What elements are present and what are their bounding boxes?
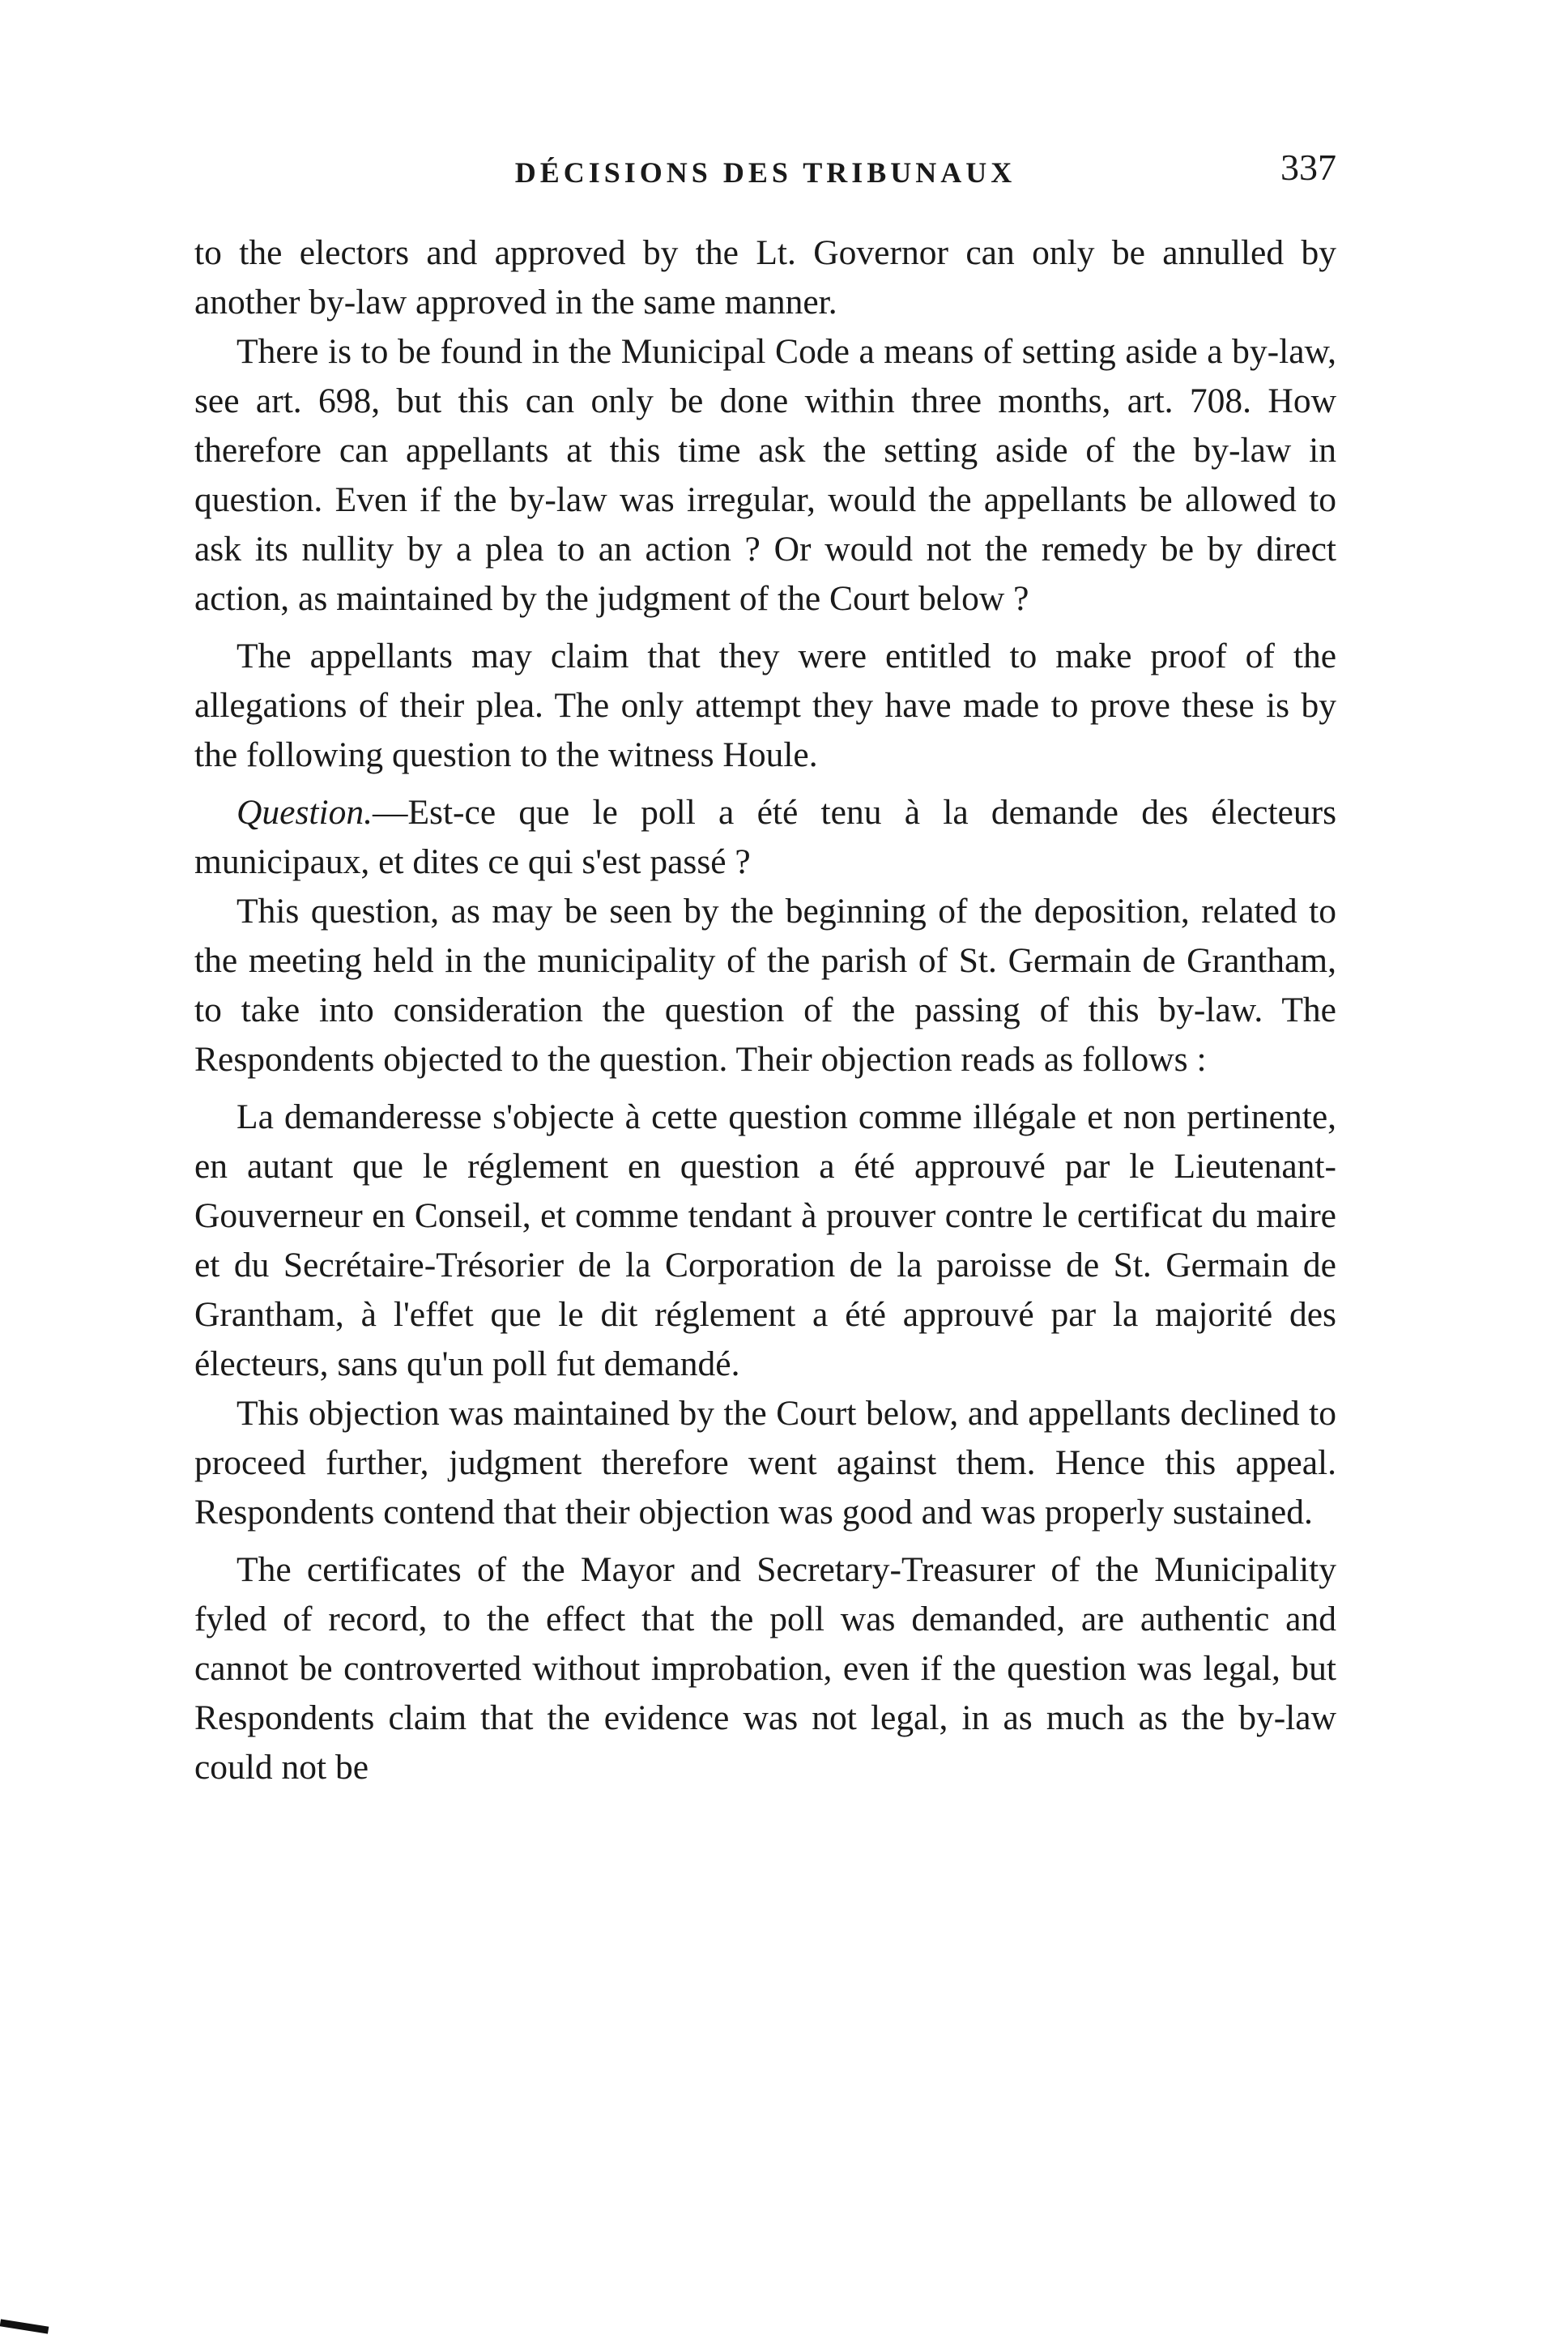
question-paragraph xyxy=(194,788,1336,887)
scan-edge-mark xyxy=(0,2319,49,2333)
paragraph-certificates: The certificates of the Mayor and Secretary-Treasurer of the Municipality fyled of record, to the effect that the poll was demanded, are authentic and cannot be controverted without improbation, even if the question was legal, but Respondents claim that the evidence was not legal, in as much as the by-law could not be xyxy=(194,1550,1336,1787)
body-text xyxy=(194,228,1336,1792)
paragraph-question-context: This question, as may be seen by the beginning of the deposition, related to the meeting held in the municipality of the parish of St. Germain de Grantham, to take into consideration the question of the passing of this by-law. The Respondents objected to the question. Their objection reads as follows : xyxy=(194,892,1336,1079)
paragraph-objection-quote: La demanderesse s'objecte à cette question comme illégale et non pertinente, en autant que le réglement en question a été approuvé par le Lieutenant-Gouverneur en Conseil, et comme tendant à prouver contre le certificat du maire et du Secrétaire-Trésorier de la Corporation de la paroisse de St. Germain de Grantham, à l'effet que le dit réglement a été approuvé par la majorité des électeurs, sans qu'un poll fut demandé. xyxy=(194,1097,1336,1383)
paragraph-appellants-claim: The appellants may claim that they were entitled to make proof of the allegations of their plea. The only attempt they have made to prove these is by the following question to the witness Houle. xyxy=(194,637,1336,774)
question-label: Question. xyxy=(236,793,373,832)
page-number: 337 xyxy=(1280,147,1336,188)
page-header xyxy=(194,146,1336,202)
question-text: —Est-ce que le poll a été tenu à la demande des électeurs municipaux, et dites ce qui s'est passé ? xyxy=(194,793,1336,881)
running-head: DÉCISIONS DES TRIBUNAUX xyxy=(514,156,1016,189)
paragraph-continuation: to the electors and approved by the Lt. Governor can only be annulled by another by-law approved in the same manner. xyxy=(194,233,1336,322)
paragraph-objection-maintained: This objection was maintained by the Court below, and appellants declined to proceed further, judgment therefore went against them. Hence this appeal. Respondents contend that their objection was good and was properly sustained. xyxy=(194,1394,1336,1532)
paragraph-municipal-code: There is to be found in the Municipal Code a means of setting aside a by-law, see art. 698, but this can only be done within three months, art. 708. How therefore can appellants at this time ask the setting aside of the by-law in question. Even if the by-law was irregular, would the appellants be allowed to ask its nullity by a plea to an action ? Or would not the remedy be by direct action, as maintained by the judgment of the Court below ? xyxy=(194,332,1336,618)
